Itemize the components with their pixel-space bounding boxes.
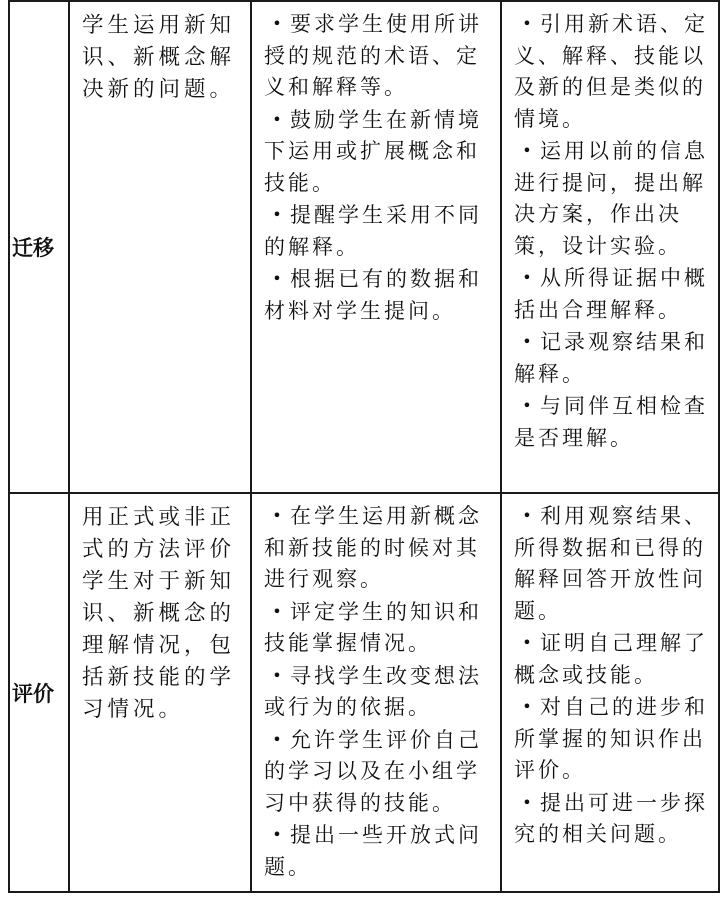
list-item [514,627,708,691]
student-actions-list [514,8,708,454]
teacher-actions-cell-evaluation [251,493,501,892]
stage-name: 迁移 [12,236,54,260]
list-item [514,390,708,454]
bullet-icon: • [522,506,532,525]
list-item-text: 从所得证据中概括出合理解释。 [514,266,708,322]
bullet-icon: • [522,141,532,160]
list-item-text: 与同伴互相检查是否理解。 [514,394,708,450]
bullet-icon: • [522,268,532,287]
list-item-text: 提出一些开放式问题。 [264,823,482,879]
list-item [514,135,708,262]
bullet-icon: • [272,665,282,685]
list-item [264,660,490,724]
bullet-icon: • [272,109,282,129]
table-row-transfer [9,1,719,493]
list-item [514,262,708,326]
student-actions-cell-transfer [501,1,719,493]
list-item [514,691,708,787]
list-item-text: 根据已有的数据和材料对学生提问。 [264,267,482,323]
bullet-icon: • [522,792,532,812]
list-item [514,787,708,851]
list-item-text: 寻找学生改变想法或行为的依据。 [264,663,482,719]
bullet-icon: • [272,506,282,525]
purpose-text: 学生运用新知识、新概念解决新的问题。 [82,13,236,102]
student-actions-cell-evaluation [501,493,719,892]
list-item [264,199,490,263]
bullet-icon: • [272,601,282,621]
teacher-actions-list [264,8,490,327]
bullet-icon: • [522,14,532,33]
list-item-text: 利用观察结果、所得数据和已得的解释回答开放性问题。 [514,504,708,623]
teacher-actions-list [264,500,490,883]
student-actions-list [514,500,708,851]
teaching-stages-table [8,0,720,893]
list-item [264,500,490,596]
list-item-text: 提醒学生采用不同的解释。 [264,203,482,259]
purpose-cell-evaluation [69,493,251,892]
list-item-text: 记录观察结果和解释。 [514,330,708,386]
bullet-icon: • [522,396,532,415]
stage-cell-transfer [9,1,69,493]
list-item-text: 要求学生使用所讲授的规范的术语、定义和解释等。 [264,12,482,99]
list-item-text: 证明自己理解了概念或技能。 [514,631,708,687]
bullet-icon: • [522,633,532,652]
stage-name: 评价 [12,681,54,706]
list-item-text: 提出可进一步探究的相关问题。 [514,790,708,846]
teacher-actions-cell-transfer [251,1,501,493]
bullet-icon: • [272,729,282,749]
list-item [264,596,490,660]
purpose-cell-transfer [69,1,251,493]
list-item [264,104,490,200]
table-row-evaluation [9,493,719,892]
list-item [264,8,490,104]
stage-cell-evaluation [9,493,69,892]
list-item [514,500,708,627]
list-item [264,819,490,883]
bullet-icon: • [272,14,282,33]
bullet-icon: • [522,332,532,351]
bullet-icon: • [522,697,532,716]
list-item-text: 对自己的进步和所掌握的知识作出评价。 [514,695,708,782]
purpose-text: 用正式或非正式的方法评价学生对于新知识、新概念的理解情况，包括新技能的学习情况。 [82,505,236,722]
list-item-text: 允许学生评价自己的学习以及在小组学习中获得的技能。 [264,727,482,815]
list-item [264,263,490,327]
list-item-text: 鼓励学生在新情境下运用或扩展概念和技能。 [264,107,482,195]
list-item [514,326,708,390]
list-item-text: 运用以前的信息进行提问，提出解决方案，作出决策，设计实验。 [514,139,708,258]
bullet-icon: • [272,269,282,288]
list-item [264,724,490,820]
list-item-text: 引用新术语、定义、解释、技能以及新的但是类似的情境。 [514,12,708,131]
list-item-text: 评定学生的知识和技能掌握情况。 [264,599,482,655]
bullet-icon: • [272,205,282,224]
list-item-text: 在学生运用新概念和新技能的时候对其进行观察。 [264,504,482,591]
list-item [514,8,708,135]
bullet-icon: • [272,825,282,844]
